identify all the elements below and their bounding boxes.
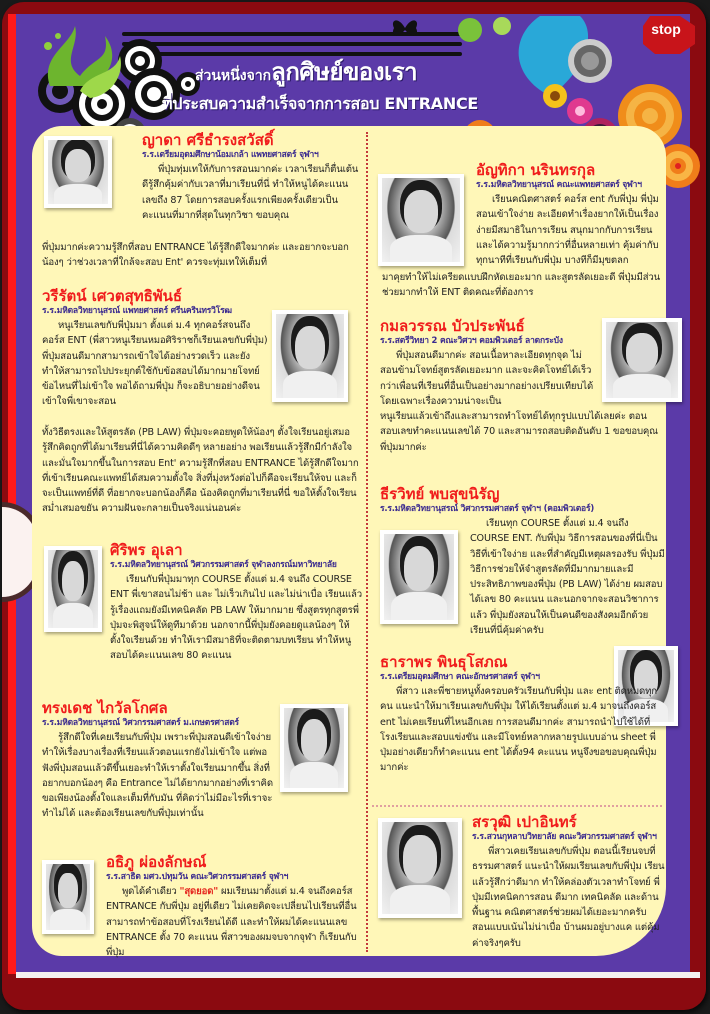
title-prefix: ส่วนหนึ่งจาก [195, 68, 272, 84]
testimonial-text [110, 572, 362, 664]
student-school: ร.ร.เตรียมอุดมศึกษา คณะอักษรศาสตร์ จุฬาฯ [380, 672, 540, 682]
student-school: ร.ร.มหิดลวิทยานุสรณ์ วิศวกรรมศาสตร์ ม.เกษตรศาสตร์ [42, 718, 239, 728]
student-school: ร.ร.มหิดลวิทยานุสรณ์ วิศวกรรมศาสตร์ จุฬาฯ (คอมพิวเตอร์) [380, 504, 595, 514]
testimonial-text-after: ผมเรียนมาตั้งแต่ ม.4 จนถึงคอร์ส ENTRANCE กับพี่ปุ่ม อยู่ที่เดียว ไม่เคยคิดจะเปลี่ยนไปเรียนที่อื่น สามารถทำข้อสอบที่โรงเรียนได้ดี และทำให้ผมได้คะแนนเลข ENTRANCE ตั้ง 70 คะแนน พี่สาวของผมจบจากจุฬา ก็เรียนกับพี่ปุ่ม [106, 886, 357, 959]
testimonial-highlight: "สุดยอด" [179, 886, 219, 897]
page-title [195, 52, 417, 91]
student-name: ศิริพร อุเลา [110, 541, 183, 559]
testimonial-text-top: พี่ปุ่มทุ่มเทให้กับการสอนมากค่ะ เวลาเรียนก็ตื่นเต้นดีรู้สึกคุ้มค่ากับเวลาที่มาเรียนที่นี่ ทำให้หนูได้คะแนนเลขถึง 87 โดยการสอบครั้งแรกเพียงครั้งเดียวเป็นคะแนนที่มากที่สุดในทุกวิชา ขอบคุณ [142, 164, 359, 221]
title-main: ลูกศิษย์ของเรา [271, 58, 418, 86]
student-school: ร.ร.สาธิต มศว.ปทุมวัน คณะวิศวกรรมศาสตร์ จุฬาฯ [106, 872, 289, 882]
testimonial-text-body: พี่สาวเคยเรียนเลขกับพี่ปุ่ม ตอนนี้เรียนจบที่ธรรมศาสตร์ แนะนำให้ผมเรียนเลขกับพี่ปุ่ม เรียนแล้วรู้สึกว่าดีมาก ทำให้คล่องตัวเวลาทำโจทย์ พี่ปุ่มมีเทคนิคการสอน ดีมาก เทคนิคลัด และด้านพื้นฐาน คณิตศาสตร์ช่วยผมได้เยอะมากครับ สอนแบบเน้นไม่น่าเบื่อ บ้านผมอยู่บางแค แต่คุ้มค่าจริงๆครับ [472, 846, 665, 949]
student-name: กมลวรรณ บัวประพันธ์ [380, 317, 525, 335]
testimonial-text-top: หนูเรียนเลขกับพี่ปุ่มมา ตั้งแต่ ม.4 ทุกคอร์สจนถึงคอร์ส ENT (พี่สาวหนูเรียนหมอศิริราชก็เรียนเลขกับพี่ปุ่ม) พี่ปุ่มสอนดีมากสามารถเข้าใจได้อย่างรวดเร็ว และยังทำให้สามารถไปประยุกต์ใช้กับข้อสอบได้มากมายโจทย์ข้อไหนที่ไม่เข้าใจ พอได้ถามพี่ปุ่ม ก็จะอธิบายอย่างดีจนเข้าใจพี่เขาจะสอน [42, 320, 268, 408]
bottom-red-border [2, 978, 706, 1004]
testimonial-text [476, 192, 666, 268]
testimonial-text-bottom: หนูเรียนแล้วเข้าถึงและสามารถทำโจทย์ได้ทุกรูปแบบได้เลยค่ะ ตอนสอบเลขทำคะแนนเลขได้ 70 และสามารถสอบติดอันดับ 1 ขอขอบคุณพี่ปุ่มมากค่ะ [380, 411, 658, 453]
student-photo [380, 530, 458, 624]
student-name: อัญทิกา นรินทรกุล [476, 161, 596, 179]
student-photo [44, 136, 112, 208]
testimonial-text-body: รู้สึกดีใจที่เคยเรียนกับพี่ปุ่ม เพราะพี่ปุ่มสอนดีเข้าใจง่ายทำให้เรื่องบางเรื่องที่เรียนแล้วตอนแรกยังไม่เข้าใจ แต่พอฟังพี่ปุ่มสอนแล้วดีขึ้นเยอะทำให้เราตั้งใจเรียนมากขึ้น สิ่งที่อยากบอกน้องๆ คือ Entrance ไม่ได้ยากมากอย่างที่เราคิด ขอเพียงน้องตั้งใจและเต็มที่กับมัน ที่คิดว่าไม่มีอะไรที่เราจะทำไม่ได้ และต้องเรียนเลขกับพี่ปุ่มเท่านั้น [42, 732, 273, 820]
student-school: ร.ร.มหิดลวิทยานุสรณ์ คณะแพทยศาสตร์ จุฬาฯ [476, 180, 642, 190]
student-photo [280, 704, 348, 792]
student-school: ร.ร.สตรีวิทยา 2 คณะวิศวฯ คอมพิวเตอร์ ลาดกระบัง [380, 336, 563, 346]
swirl-circles-decoration [20, 16, 210, 136]
sunflower-icon [543, 84, 567, 108]
testimonial-text-body: เรียนกับพี่ปุ่มมาทุก COURSE ตั้งแต่ ม.4 จนถึง COURSE ENT พี่เขาสอนไม่ช้า และ ไม่เร็วเกินไป และไม่น่าเบื่อ เรียนแล้วรู้เรื่องแถมยังมีเทคนิคลัด PB LAW ให้มากมาย ซึ่งสูตรทุกสูตรพี่ปุ่มจะพิสูจน์ให้ดูทีมาด้วย นอกจากนี้พี่ปุ่มยังคอยดูแลน้องๆ ให้ตั้งใจเรียนด้วย ทำให้เรามีสมาธิที่จะติดตามบทเรียน ทำให้หนูสอบได้คะแนนเลข 80 คะแนน [110, 574, 363, 662]
testimonial-text [106, 884, 362, 960]
testimonial-text [380, 684, 662, 776]
student-school: ร.ร.มหิดลวิทยานุสรณ์ แพทยศาสตร์ ศรีนครินทรวิโรฒ [42, 306, 232, 316]
student-photo [378, 818, 462, 918]
testimonial-text-top: พี่ปุ่มสอนดีมากค่ะ สอนเนื้อหาละเอียดทุกจุด ไม่สอนข้ามโจทย์สูตรลัดเยอะมาก และจะคิดโจทย์ได้เร็วกว่าเพื่อนที่เรียนที่อื่นเป็นอย่างมากอย่างเปรียบเทียบได้ โดยเฉพาะเรื่องความน่าจะเป็น [380, 350, 594, 407]
student-name: ญาดา ศรีธำรงสวัสดิ์ [142, 131, 274, 149]
student-photo [378, 174, 464, 266]
testimonial-text [472, 844, 666, 951]
green-swirl-icon [458, 17, 511, 42]
row-divider [372, 805, 662, 807]
testimonial-text-body: เรียนทุก COURSE ตั้งแต่ ม.4 จนถึง COURSE ENT. กับพี่ปุ่ม วิธีการสอนของที่นี่เป็นวิธีที่เข้าใจง่าย และที่สำคัญมีเหตุผลรองรับ พี่ปุ่มมีวิธีการช่วยให้จำสูตรลัดที่มีมากมายและมีประสิทธิภาพของพี่ปุ่ม (PB LAW) ได้ง่าย ผมสอบได้เลข 80 คะแนน และนอกจากจะสอนวิชาการแล้ว พี่ปุ่มยังสอนให้เป็นคนดีของสังคมอีกด้วย เรียนที่นี่คุ้มค่าครับ [470, 518, 665, 637]
testimonial-text-top: เรียนคณิตศาสตร์ คอร์ส ent กับพี่ปุ่ม พี่ปุ่มสอนเข้าใจง่าย ละเอียดทำเรื่องยากให้เป็นเรื่องง่ายมีสมาธิในการเรียน สนุกมากกับการเรียน และได้ความรู้มากกว่าที่อื่นหลายเท่า คุ้มค่ากับทุกนาทีที่เรียนกับพี่ปุ่ม บางทีก็มีมุขตลก [476, 194, 659, 267]
student-school: ร.ร.สวนกุหลาบวิทยาลัย คณะวิศวกรรมศาสตร์ จุฬาฯ [472, 832, 657, 842]
page-subtitle: ที่ประสบความสำเร็จจากการสอบ ENTRANCE [162, 94, 479, 113]
student-name: สรวุฒิ เปาอินทร์ [472, 813, 577, 831]
student-name: อธิภู ผ่องลักษณ์ [106, 853, 207, 871]
testimonial-text-body: พี่สาว และพี่ชายหนูทั้งครอบครัวเรียนกับพี่ปุ่ม และ ent ติดหมดทุกคน แนะนำให้มาเรียนเลขกับพี่ปุ่ม ให้ได้เรียนตั้งแต่ ม.4 มาจนถึงคอร์ส ent ไม่เคยเรียนที่ไหนอีกเลย การสอนดีมากค่ะ สามารถนำไปใช้ได้ที่โรงเรียนและสอบแข่งขัน และมีโจทย์หลากหลายรูปแบบอ่าน sheet พี่ปุ่มอย่างเดียวก็ทำคะแนน ent ได้ตั้ง94 คะแนน หนูจึงขอขอบคุณพี่ปุ่มมากค่ะ [380, 686, 657, 774]
stop-sign-text: stop [651, 21, 681, 37]
student-photo [602, 318, 682, 402]
student-photo [272, 310, 348, 402]
speaker-icon [568, 39, 612, 83]
page-frame [2, 2, 706, 1010]
testimonial-text [42, 730, 276, 822]
testimonial-text-bottom: พี่ปุ่มมากค่ะความรู้สึกที่สอบ ENTRANCE ได้รู้สึกดีใจมากค่ะ และอยากจะบอกน้องๆ ว่าช่วงเวลาที่ใกล้จะสอบ Ent' ควรจะทุ่มเทให้เต็มที่ [42, 242, 349, 269]
student-school: ร.ร.เตรียมอุดมศึกษาน้อมเกล้า แพทยศาสตร์ จุฬาฯ [142, 150, 319, 160]
testimonial-text-before: พูดได้คำเดียว [122, 886, 180, 897]
student-photo [42, 860, 94, 934]
student-school: ร.ร.มหิดลวิทยานุสรณ์ วิศวกรรมศาสตร์ จุฬาลงกรณ์มหาวิทยาลัย [110, 560, 337, 570]
testimonial-text-bottom: มาคุยทำให้ไม่เครียดแบบฝึกหัดเยอะมาก และสูตรลัดเยอะดี พี่ปุ่มมีส่วนช่วยมากทำให้ ENT ติดคณะที่ต้องการ [382, 272, 661, 299]
student-name: ทรงเดช ไกวัลโกศล [42, 699, 168, 717]
left-red-strip [8, 14, 16, 974]
student-name: ธาราพร พินธุโสภณ [380, 653, 508, 671]
butterfly-icon [390, 16, 420, 40]
stop-sign-icon [643, 16, 695, 54]
column-divider [366, 132, 368, 952]
testimonial-text [142, 162, 360, 223]
testimonial-text-bottom: ทั้งวิธีตรงและให้สูตรลัด (PB LAW) พี่ปุ่มจะคอยพูดให้น้องๆ ตั้งใจเรียนอยู่เสมอ รู้สึกคิดถูกที่ได้มาเรียนที่นี่ได้ความคิดดีๆ หลายอย่าง พอเรียนแล้วรู้สึกมีกำลังใจและมั่นใจมากขึ้นในการสอบ Ent' ความรู้สึกที่สอบ ENTRANCE ได้รู้สึกดีใจมากที่เข้าเรียนคณะแพทย์ได้สมความตั้งใจ สิ่งที่มุ่งหวังต่อไปก็คือจะเรียนให้จบ และก็จะเป็นแพทย์ที่ดี ที่อยากจะบอกน้องก็คือ น้องคิดถูกที่มาเรียนที่นี่ ขอให้ตั้งใจเรียนสม่ำเสมอขยัน ความฝันจะกลายเป็นจริงแน่นอนค่ะ [42, 427, 359, 515]
student-name: ธีรวิทย์ พบสุขนิรัญ [380, 485, 500, 503]
student-name: วรีรัตน์ เศวตสุทธิพันธ์ [42, 287, 183, 305]
student-photo [44, 546, 102, 632]
testimonial-text [470, 516, 666, 638]
testimonial-text [42, 318, 268, 410]
pink-flower-icon [567, 98, 593, 124]
testimonial-text [380, 348, 596, 409]
